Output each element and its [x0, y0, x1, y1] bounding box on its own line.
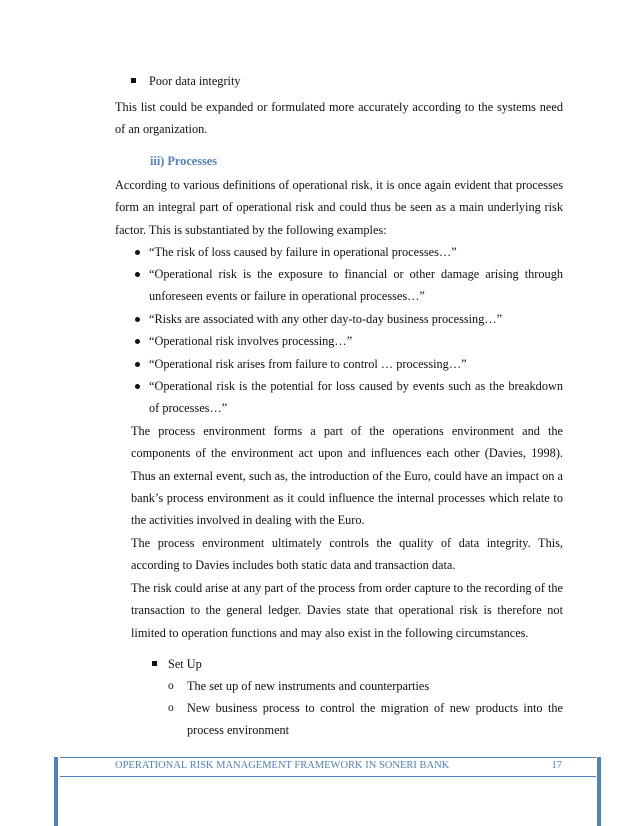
circle-bullet-icon: o	[168, 680, 174, 692]
list-item-text: “Operational risk is the exposure to financial or other damage arising through unforeseen events or failure in operational processes…”	[149, 267, 563, 304]
bullet-icon	[135, 339, 140, 344]
list-item-text: “Operational risk involves processing…”	[149, 334, 353, 348]
paragraph: According to various definitions of operational risk, it is once again evident that processes form an integral part of operational risk and could thus be seen as a main underlying risk factor. This is substantiated by the following examples:	[115, 178, 563, 237]
footer-top-line	[60, 757, 596, 758]
circle-bullet-icon: o	[168, 702, 174, 714]
bullet-icon	[135, 250, 140, 255]
footer-left-bar	[54, 757, 58, 826]
footer-bottom-line	[60, 776, 596, 777]
bullet-icon	[135, 384, 140, 389]
list-item-text: “Operational risk is the potential for loss caused by events such as the breakdown of processes…”	[149, 379, 563, 416]
footer-right-bar	[597, 757, 601, 826]
paragraph: This list could be expanded or formulated more accurately according to the systems need of an organization.	[115, 100, 563, 137]
bullet-icon	[135, 317, 140, 322]
square-bullet-icon	[131, 78, 136, 83]
list-item-text: New business process to control the migration of new products into the process environment	[187, 701, 563, 738]
bullet-icon	[135, 362, 140, 367]
page-number: 17	[551, 760, 562, 771]
paragraph: The risk could arise at any part of the process from order capture to the recording of the transaction to the general ledger. Davies state that operational risk is therefore not limited to operation functions and may also exist in the following circumstances.	[131, 581, 563, 640]
paragraph: The process environment forms a part of the operations environment and the components of the environment act upon and influences each other (Davies, 1998). Thus an external event, such as, the introduction of the Euro, could have an impact on a bank’s process environment as it could influence the internal processes which relate to the activities involved in dealing with the Euro.	[131, 424, 563, 528]
bullet-icon	[135, 272, 140, 277]
list-item-text: Set Up	[168, 657, 202, 671]
list-item-text: Poor data integrity	[149, 74, 241, 88]
footer-title: OPERATIONAL RISK MANAGEMENT FRAMEWORK IN SONERI BANK	[115, 760, 450, 771]
list-item-text: “The risk of loss caused by failure in operational processes…”	[149, 245, 457, 259]
list-item-text: “Operational risk arises from failure to control … processing…”	[149, 357, 467, 371]
paragraph: The process environment ultimately controls the quality of data integrity. This, according to Davies includes both static data and transaction data.	[131, 536, 563, 573]
list-item-text: The set up of new instruments and counterparties	[187, 679, 430, 693]
square-bullet-icon	[152, 661, 157, 666]
section-heading: iii) Processes	[150, 154, 218, 168]
list-item-text: “Risks are associated with any other day-to-day business processing…”	[149, 312, 503, 326]
